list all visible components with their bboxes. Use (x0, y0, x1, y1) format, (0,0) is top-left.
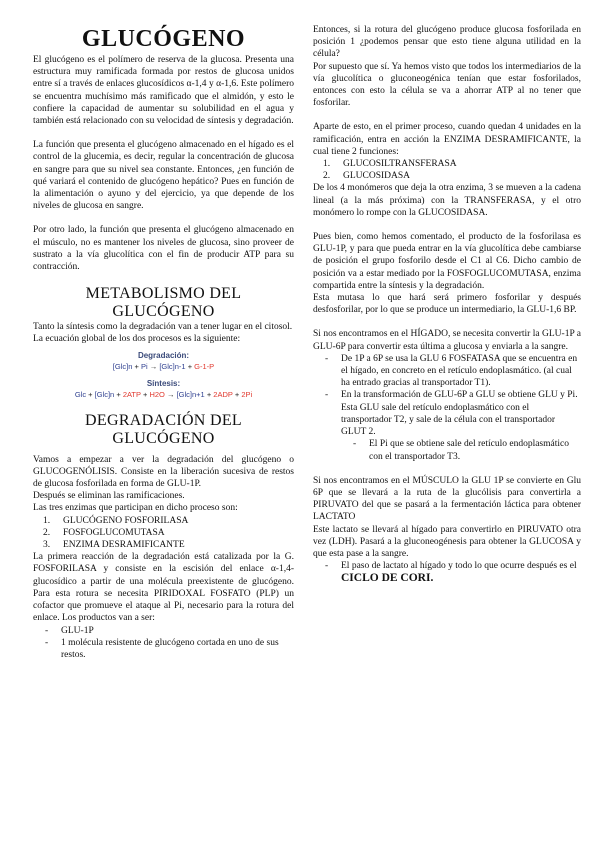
list-item (33, 637, 294, 661)
list-dash: - (45, 625, 49, 636)
eq-term: 2ATP (122, 389, 141, 399)
list-text: GLUCOSILTRANSFERASA (343, 159, 457, 170)
right-paragraph-4: De los 4 monómeros que deja la otra enzima, 3 se mueven a la cadena lineal (a la más próxima) con la TRANSFERASA, y el otro monómero lo rompe con la GLUCOSIDASA. (313, 183, 581, 218)
list-item (313, 353, 581, 390)
global-equation (33, 350, 294, 400)
list-text: GLU-1P (61, 625, 94, 636)
eq-term: H2O (149, 389, 165, 399)
list-number: 3. (43, 540, 51, 551)
list-item (33, 539, 294, 551)
list-number: 1. (43, 515, 51, 526)
list-item (313, 560, 581, 585)
heading-line: GLUCÓGENO (112, 303, 215, 321)
equation-degradacion (33, 361, 294, 372)
list-item (33, 625, 294, 637)
list-dash: - (325, 390, 329, 401)
list-dash: - (353, 439, 357, 450)
eq-term: 2Pi (241, 389, 253, 399)
list-text: El paso de lactato al hígado y todo lo que ocurre después es el (341, 561, 577, 572)
list-text: GLUCOSIDASA (343, 171, 411, 182)
page-title: GLUCÓGENO (81, 26, 246, 52)
list-item (313, 389, 581, 438)
list-number: 2. (323, 171, 331, 182)
metabolismo-paragraph-1: Tanto la síntesis como la degradación van a tener lugar en el citosol. (33, 322, 293, 333)
cori-cycle-term: CICLO DE CORI. (341, 572, 434, 585)
degradacion-paragraph-4: La primera reacción de la degradación está catalizada por la G. FOSFORILASA y consiste en la escisión del enlace α-1,4-glucosídico a partir de una molécula preexistente de glucógeno. Para esta rotura se necesita PIRIDOXAL FOSFATO (PLP) un cofactor que promueve el ataque al Pi, necesario para la rotura del enlace. Los productos van a ser: (33, 552, 294, 624)
intro-paragraph-3: Por otro lado, la función que presenta el glucógeno almacenado en el músculo, no es mantener los niveles de glucosa, sino proveer de sustrato a la vía glucolítica con el fin de producir ATP para su contracción. (33, 225, 294, 273)
eq-term: G-1-P (194, 361, 215, 371)
list-text: En la transformación de GLU-6P a GLU se obtiene GLU y Pi. Esta GLU sale del retículo endoplasmático con el transportador T2, y sale de la célula con el transportador GLUT 2. (341, 390, 578, 438)
list-item (33, 515, 294, 527)
degradacion-paragraph-3: Las tres enzimas que participan en dicho proceso son: (33, 503, 238, 514)
intro-paragraph-2: La función que presenta el glucógeno almacenado en el hígado es el control de la glucemia, es decir, regular la concentración de glucosa en sangre para que su nivel sea constante. Entonces, ¿en función de qué variará el contenido de glucógeno hepático? Pues en función de la alimentación o ayuno y del ejercicio, ya que depende de los niveles de glucosa en sangre. (33, 140, 294, 212)
eq-operator: + (88, 389, 93, 399)
list-item (313, 438, 581, 462)
section-heading-metabolismo (33, 285, 294, 321)
left-column (33, 26, 294, 661)
eq-operator: + (116, 389, 121, 399)
right-paragraph-3: Aparte de esto, en el primer proceso, cuando quedan 4 unidades en la ramificación, entra en acción la ENZIMA DESRAMIFICANTE, la cual tiene 2 funciones: (313, 122, 581, 157)
list-text: FOSFOGLUCOMUTASA (63, 527, 165, 538)
higado-sublist (313, 438, 581, 462)
heading-line: GLUCÓGENO (112, 429, 215, 447)
list-number: 2. (43, 527, 51, 538)
eq-arrow: → (166, 389, 175, 399)
list-dash: - (325, 561, 329, 572)
eq-term: [Glc]n+1 (176, 389, 205, 399)
eq-term: Glc (74, 389, 87, 399)
eq-operator: + (134, 361, 139, 371)
right-paragraph-6: Esta mutasa lo que hará será primero fosforilar y después desfosforilar, por lo que se produce un intermediario, la GLU-1,6 BP. (313, 293, 581, 316)
right-paragraph-7: Si nos encontramos en el HÍGADO, se necesita convertir la GLU-1P a GLU-6P para convertir esta última a glucosa y enviarla a la sangre. (313, 329, 581, 352)
metabolismo-paragraph-2: La ecuación global de los dos procesos es la siguiente: (33, 334, 241, 345)
list-item (313, 158, 581, 170)
equation-title-sintesis: Síntesis: (146, 378, 181, 388)
list-dash: - (45, 637, 49, 648)
right-paragraph-9: Este lactato se llevará al hígado para convertirlo en PIRUVATO otra vez (LDH). Pasará a la gluconeogénesis para obtener la GLUCOSA y que esta pase a la sangre. (313, 524, 581, 559)
eq-operator: + (206, 389, 212, 399)
eq-term: [Glc]n (94, 389, 115, 399)
right-paragraph-5: Pues bien, como hemos comentado, el producto de la fosforilasa es GLU-1P, y para que pueda entrar en la vía glucolítica debe cambiarse de posición el grupo fosforilo desde el C1 al C6. Dicho cambio de posición va a estar mediado por la FOSFOGLUCOMUTASA, enzima compartida entre la síntesis y la degradación. (313, 232, 581, 291)
right-paragraph-2: Por supuesto que sí. Ya hemos visto que todos los intermediarios de la vía glucolítica o gluconeogénica tenían que estar fosforilados, entonces con esto la célula se va a ahorrar ATP al no tener que fosforilar. (313, 61, 581, 109)
list-text: De 1P a 6P se usa la GLU 6 FOSFATASA que se encuentra en el hígado, en concreto en el retículo endoplasmático. (al cual ha entrado gracias al transportador T1). (341, 353, 578, 389)
enzyme-list (33, 515, 294, 552)
products-list (33, 625, 294, 662)
eq-term: [Glc]n (112, 361, 133, 371)
section-heading-degradacion (33, 412, 294, 448)
list-text: El Pi que se obtiene sale del retículo endoplasmático con el transportador T3. (369, 439, 569, 462)
equation-sintesis (33, 389, 294, 400)
eq-operator: + (187, 361, 193, 371)
heading-line: DEGRADACIÓN DEL (85, 411, 242, 429)
list-item (33, 527, 294, 539)
eq-operator: + (234, 389, 240, 399)
functions-list (313, 158, 581, 182)
list-text: 1 molécula resistente de glucógeno cortada en uno de sus restos. (61, 637, 279, 660)
equation-title-degradacion: Degradación: (137, 350, 190, 360)
list-number: 1. (323, 159, 331, 170)
eq-term: 2ADP (213, 389, 233, 399)
degradacion-paragraph-1: Vamos a empezar a ver la degradación del glucógeno o GLUCOGENÓLISIS. Consiste en la liberación sucesiva de restos de glucosa fosforilada en forma de GLU-1P. (33, 454, 294, 490)
right-column (313, 24, 581, 586)
list-text: GLUCÓGENO FOSFORILASA (63, 515, 189, 526)
list-text: ENZIMA DESRAMIFICANTE (63, 540, 185, 551)
higado-list (313, 353, 581, 438)
list-dash: - (325, 353, 329, 364)
eq-operator: + (142, 389, 148, 399)
list-item (313, 170, 581, 182)
right-paragraph-8: Si nos encontramos en el MÚSCULO la GLU 1P se convierte en Glu 6P que se llevará a la ruta de la glucólisis para convertirla a PIRUVATO del que se pasará a la fermentación láctica para obtener LACTATO (313, 475, 581, 523)
cori-list (313, 560, 581, 585)
degradacion-paragraph-2: Después se eliminan las ramificaciones. (33, 491, 185, 502)
intro-paragraph-1: El glucógeno es el polímero de reserva de la glucosa. Presenta una estructura muy ramificada formada por restos de glucosa unidos entre sí a través de enlaces glucosídicos α-1,4 y α-1,6. Este polímero se encuentra muchísimo más ramificado que el almidón, y esto le confiere la capacidad de aumentar su solubilidad en el agua y también está relacionado con su velocidad de síntesis y degradación. (33, 55, 294, 127)
heading-line: METABOLISMO DEL (85, 285, 242, 303)
right-paragraph-1: Entonces, si la rotura del glucógeno produce glucosa fosforilada en posición 1 ¿podemos pensar que esto tiene alguna utilidad en la célula? (313, 25, 581, 60)
eq-term: Pi (140, 361, 148, 371)
eq-term: [Glc]n-1 (159, 361, 186, 371)
eq-arrow: → (149, 361, 158, 371)
